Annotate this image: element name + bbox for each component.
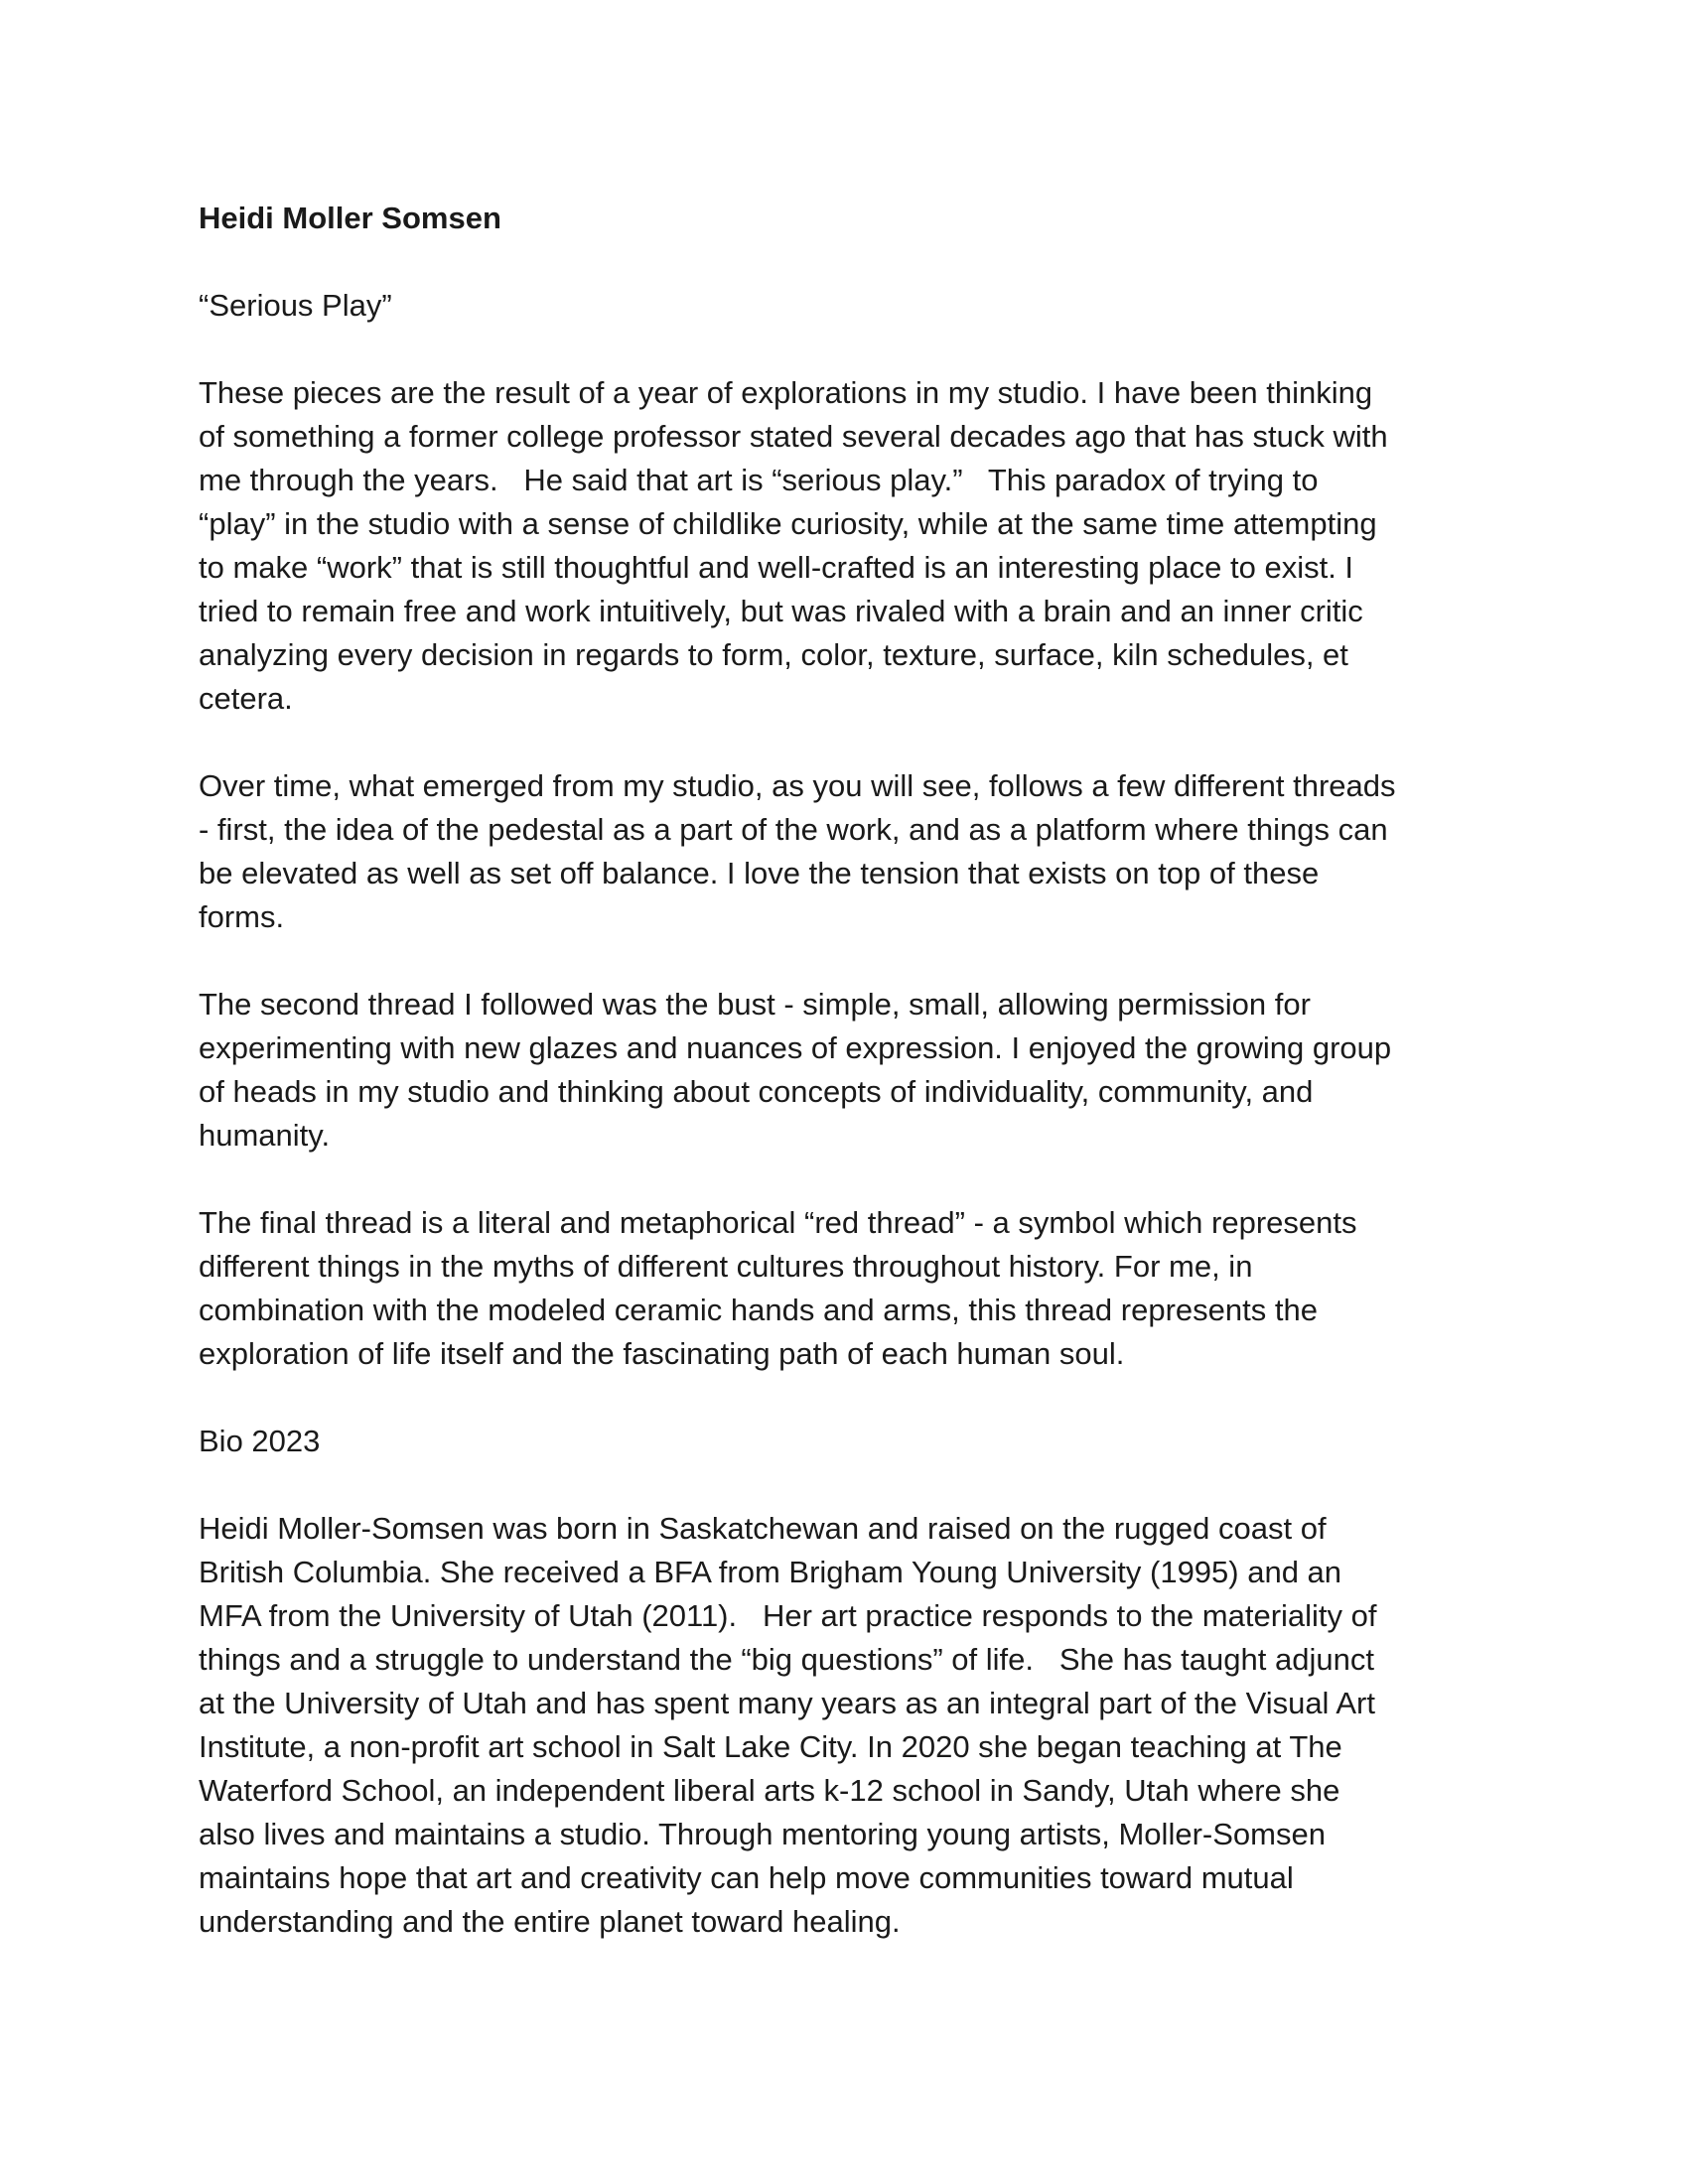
paragraph-line: The second thread I followed was the bust - simple, small, allowing permission for xyxy=(199,987,1311,1022)
paragraph-line: different things in the myths of different cultures throughout history. For me, in xyxy=(199,1249,1253,1284)
bio-paragraph xyxy=(199,1507,1509,1944)
paragraph-line: me through the years. He said that art is “serious play.” This paradox of trying to xyxy=(199,463,1319,497)
paragraph-line: of something a former college professor stated several decades ago that has stuck with xyxy=(199,419,1388,454)
statement-paragraph-1 xyxy=(199,371,1509,721)
statement-paragraph-2 xyxy=(199,764,1509,939)
paragraph-line: experimenting with new glazes and nuances of expression. I enjoyed the growing group xyxy=(199,1030,1392,1065)
author-name: Heidi Moller Somsen xyxy=(199,201,501,235)
paragraph-line: of heads in my studio and thinking about concepts of individuality, community, and xyxy=(199,1074,1314,1109)
paragraph-line: humanity. xyxy=(199,1118,331,1153)
paragraph-line: forms. xyxy=(199,899,285,934)
paragraph-line: tried to remain free and work intuitively, but was rivaled with a brain and an inner critic xyxy=(199,594,1363,628)
paragraph-line: “play” in the studio with a sense of childlike curiosity, while at the same time attempting xyxy=(199,506,1377,541)
statement-paragraph-4 xyxy=(199,1201,1509,1376)
paragraph-line: analyzing every decision in regards to form, color, texture, surface, kiln schedules, et xyxy=(199,637,1348,672)
bio-line: MFA from the University of Utah (2011). Her art practice responds to the materiality of xyxy=(199,1598,1377,1633)
paragraph-line: be elevated as well as set off balance. I love the tension that exists on top of these xyxy=(199,856,1320,890)
paragraph-line: exploration of life itself and the fascinating path of each human soul. xyxy=(199,1336,1125,1371)
bio-line: things and a struggle to understand the “big questions” of life. She has taught adjunct xyxy=(199,1642,1374,1677)
paragraph-line: The final thread is a literal and metaphorical “red thread” - a symbol which represents xyxy=(199,1205,1357,1240)
statement-title: “Serious Play” xyxy=(199,288,392,323)
paragraph-line: These pieces are the result of a year of explorations in my studio. I have been thinking xyxy=(199,375,1373,410)
paragraph-line: to make “work” that is still thoughtful and well-crafted is an interesting place to exist. I xyxy=(199,550,1354,585)
paragraph-line: - first, the idea of the pedestal as a part of the work, and as a platform where things can xyxy=(199,812,1388,847)
bio-line: Institute, a non-profit art school in Salt Lake City. In 2020 she began teaching at The xyxy=(199,1729,1342,1764)
paragraph-line: combination with the modeled ceramic hands and arms, this thread represents the xyxy=(199,1293,1318,1327)
paragraph-line: Over time, what emerged from my studio, as you will see, follows a few different threads xyxy=(199,768,1396,803)
bio-line: maintains hope that art and creativity can help move communities toward mutual xyxy=(199,1860,1294,1895)
bio-heading: Bio 2023 xyxy=(199,1424,321,1458)
bio-line: at the University of Utah and has spent many years as an integral part of the Visual Art xyxy=(199,1686,1375,1720)
document-page xyxy=(199,197,1509,1987)
bio-line: understanding and the entire planet toward healing. xyxy=(199,1904,901,1939)
bio-line: Heidi Moller-Somsen was born in Saskatchewan and raised on the rugged coast of xyxy=(199,1511,1327,1546)
bio-line: British Columbia. She received a BFA from Brigham Young University (1995) and an xyxy=(199,1555,1342,1589)
statement-paragraph-3 xyxy=(199,983,1509,1158)
bio-line: Waterford School, an independent liberal arts k-12 school in Sandy, Utah where she xyxy=(199,1773,1340,1808)
bio-line: also lives and maintains a studio. Through mentoring young artists, Moller-Somsen xyxy=(199,1817,1326,1851)
paragraph-line: cetera. xyxy=(199,681,293,716)
